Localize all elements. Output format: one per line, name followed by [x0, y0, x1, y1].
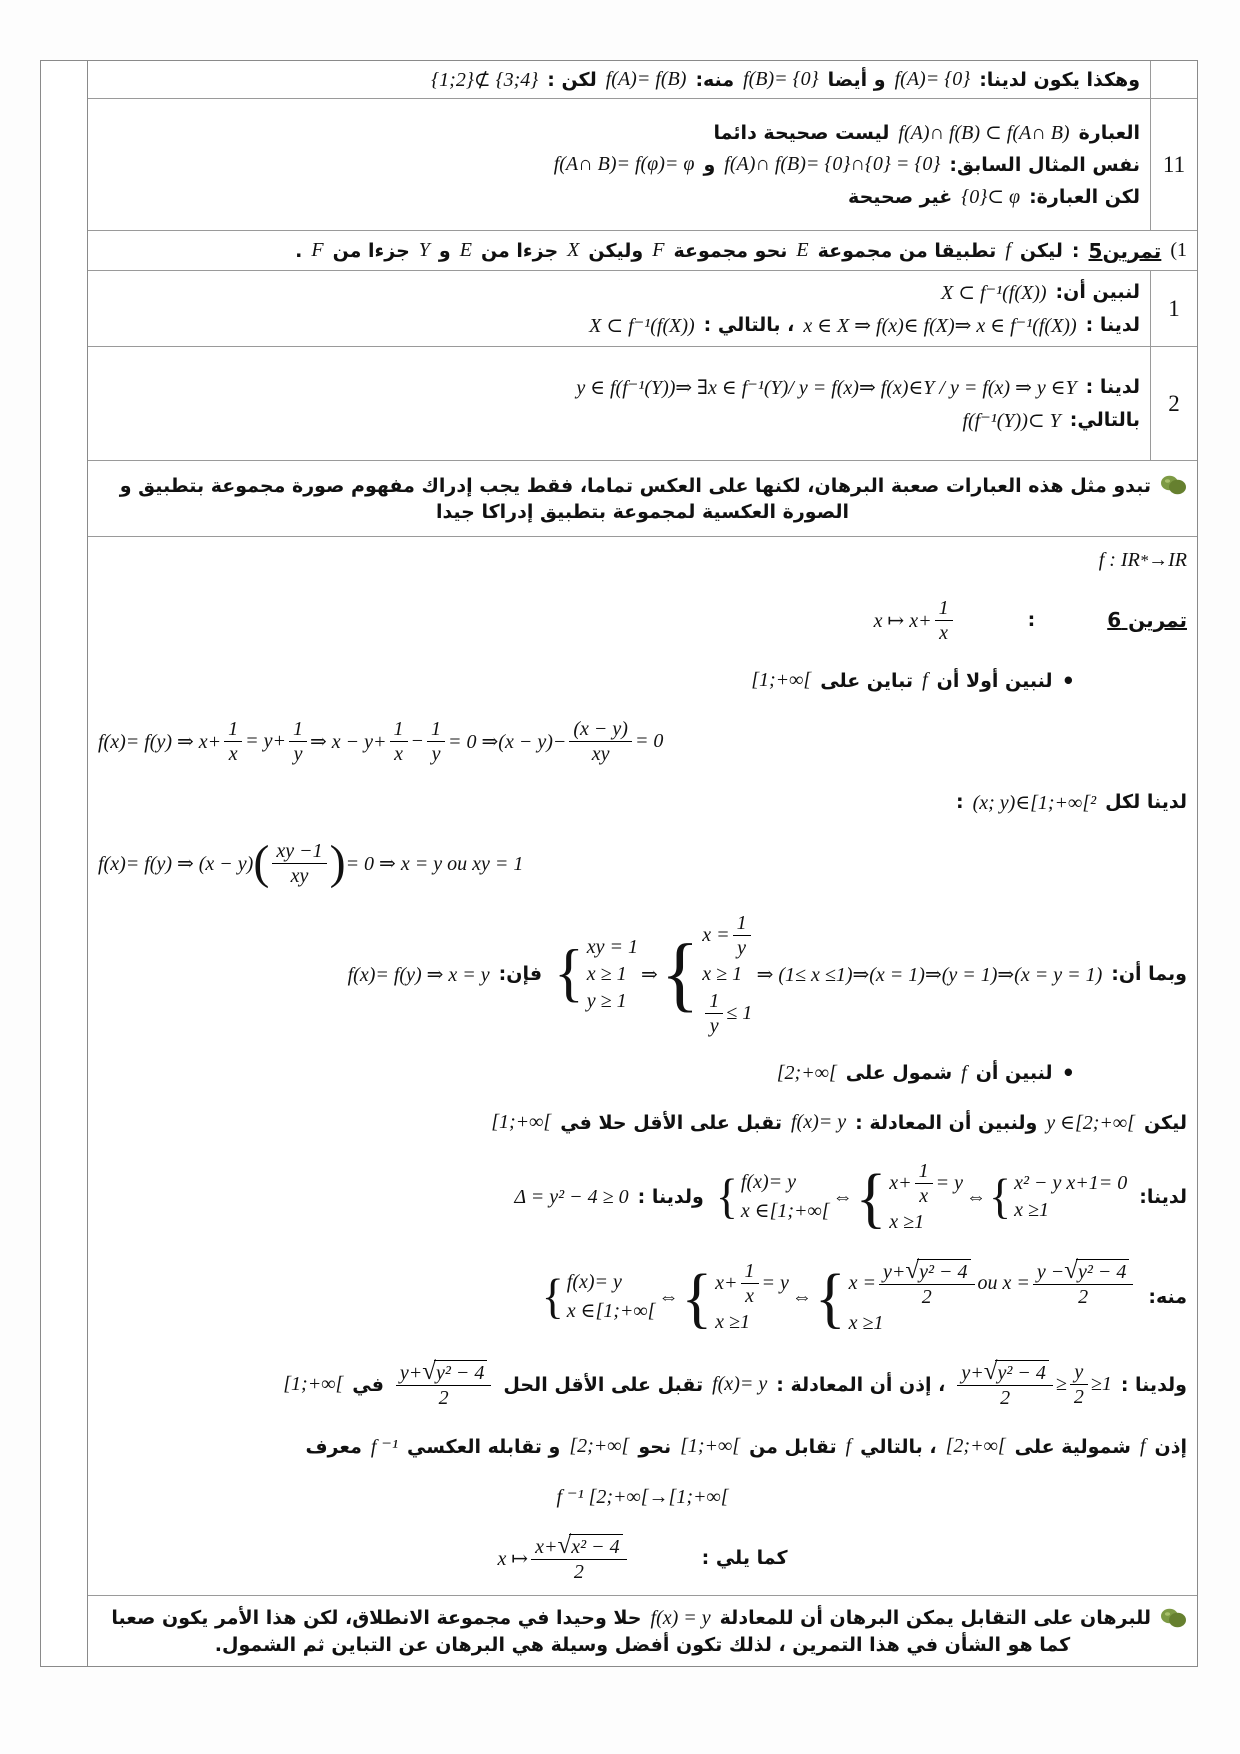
table-row [88, 1596, 1197, 1666]
math-expression: f [961, 1061, 967, 1084]
square-root: √ x² − 4 [558, 1534, 623, 1558]
text-segment: الصورة العكسية لمجموعة بتطبيق إدراكا جيدا [435, 500, 850, 523]
row-content [88, 347, 1150, 460]
math-expression: X [567, 239, 580, 261]
note-icon [1160, 1608, 1187, 1629]
text-segment: : [1027, 609, 1036, 632]
item-number: (1 [1170, 239, 1187, 261]
text-segment: شمولية على [1014, 1435, 1131, 1458]
table-row [88, 347, 1197, 461]
content-line [98, 1259, 1187, 1335]
text-segment: ولدينا : [1120, 1373, 1187, 1396]
math-expression: [2;+∞[ [945, 1435, 1006, 1458]
row-content [88, 231, 1197, 270]
text-segment: و أيضا [827, 68, 886, 91]
table-row [88, 271, 1197, 347]
fraction: y+ √ y² − 4 2 [957, 1360, 1052, 1409]
math-expression: x ↦ x+ √ x² − 4 2 [498, 1534, 630, 1583]
math-expression: f(A∩ B)= f(φ)= φ [553, 153, 695, 175]
content-line [98, 313, 1140, 338]
text-segment: و تقابله العكسي [406, 1435, 561, 1458]
table-row [88, 99, 1197, 231]
square-root: √ y² − 4 [422, 1360, 487, 1384]
row-number: 11 [1150, 99, 1197, 230]
text-segment: نحو [638, 1435, 672, 1458]
text-segment: جزءا من [480, 239, 559, 262]
content-line [98, 280, 1140, 305]
text-segment: تقبل على الأقل حلا في [560, 1111, 782, 1134]
text-segment: لدينا لكل [1105, 791, 1187, 814]
fraction: x+ √ x² − 4 2 [531, 1534, 626, 1583]
text-segment: العبارة [1078, 121, 1140, 144]
content-line [98, 1634, 1187, 1656]
content-line [98, 375, 1140, 400]
math-expression: (x; y)∈[1;+∞[² [972, 791, 1097, 814]
fraction: $\frac{1}{x}$ [741, 1260, 759, 1307]
math-expression: F [652, 239, 665, 261]
text-segment: وليكن [588, 239, 644, 262]
text-segment: و [703, 153, 716, 176]
math-expression: {0}⊂ φ [961, 186, 1021, 208]
math-expression: { f(x)= y x ∈[1;+∞[ ⇔ { x+ $\frac{1}{x}$ = y x ≥1 ⇔ { x² − y x+1= 0 x ≥1 [715, 1159, 1128, 1235]
math-expression: f(x) = y [650, 1606, 711, 1629]
text-segment: لكن العبارة: [1029, 185, 1140, 208]
math-expression: f(x)= f(y) ⇒ x = y [347, 963, 490, 986]
content-line [98, 1110, 1187, 1135]
content-line [98, 1484, 1187, 1509]
math-expression: [2;+∞[ [569, 1435, 630, 1458]
text-segment: تباين على [820, 669, 914, 692]
content-line [98, 549, 1187, 572]
text-segment: وبما أن: [1111, 963, 1187, 986]
content-line [98, 475, 1187, 497]
text-segment: جزءا من [332, 239, 410, 262]
text-segment: ولنبين أن المعادلة : [855, 1111, 1038, 1134]
text-segment: ليست صحيحة دائما [713, 121, 890, 144]
math-expression: { f(x)= y x ∈[1;+∞[ ⇔ { x+ $\frac{1}{x}$ = y x ≥1 ⇔ { x = y+ √ y² − 4 2 ou x = y − √ y² − 4 2 x ≥1 [539, 1259, 1140, 1335]
text-segment: كما هو الشأن في هذا التمرين ، لذلك تكون أفضل وسيلة هي البرهان عن التباين ثم الشمول. [214, 1633, 1071, 1656]
math-expression: X ⊂ f⁻¹(f(X)) [941, 281, 1047, 304]
content-line [98, 1360, 1187, 1409]
content-line [98, 67, 1140, 92]
table-row [88, 461, 1197, 537]
system-of-conditions: { x² − y x+1= 0 x ≥1 [989, 1169, 1128, 1224]
content-line [98, 669, 1187, 693]
math-expression: X ⊂ f⁻¹(f(X)) [589, 314, 695, 337]
content-line [98, 239, 1187, 263]
text-segment: : [955, 791, 964, 814]
text-segment: منه: [1148, 1286, 1187, 1309]
fraction: $\frac{1}{x}$ [915, 1160, 933, 1207]
content-line [98, 1160, 1187, 1234]
row-number: 1 [1150, 271, 1197, 346]
row-content [88, 537, 1197, 1595]
exercise-title: تمرين 6 [1107, 608, 1187, 633]
text-segment: ، بالتالي : [703, 314, 795, 336]
row-content [88, 1596, 1197, 1666]
content-line [98, 184, 1140, 209]
text-segment: فإن: [498, 963, 543, 986]
big-parentheses: ( $\frac{xy -1}{xy}$ ) [253, 836, 346, 890]
math-expression: f(x)= f(y) ⇒ x+ $\frac{1}{x}$ = y+ $\frac{1}{y}$ ⇒ x − y+ $\frac{1}{x}$ − $\frac{1}{y}$ = 0 ⇒(x − y)− $\frac{(x - y)}{xy}$ = 0 [98, 717, 664, 765]
math-expression: [1;+∞[ [491, 1111, 552, 1134]
content-line [98, 912, 1187, 1037]
text-segment: إذن [1154, 1435, 1187, 1458]
math-expression: f(f⁻¹(Y))⊂ Y [962, 409, 1061, 432]
fraction: $\frac{1}{y}$ [427, 718, 445, 765]
text-segment: لدينا : [1085, 376, 1140, 398]
math-expression: x ↦ x+ $\frac{1}{x}$ [874, 597, 956, 644]
fraction: y+ √ y² − 4 2 [396, 1360, 491, 1409]
text-segment: لنبين أن: [1055, 281, 1140, 303]
text-segment: و [438, 239, 451, 262]
math-expression: f ⁻¹ [2;+∞[→[1;+∞[ [556, 1485, 729, 1508]
math-expression: y ∈[2;+∞[ [1046, 1112, 1135, 1135]
text-segment: تبدو مثل هذه العبارات صعبة البرهان، لكنها على العكس تماما، فقط يجب إدراك مفهوم صورة مجموعة بتطبيق و [119, 474, 1151, 497]
text-segment: في [352, 1373, 384, 1396]
math-expression: f(x)= y [712, 1373, 768, 1396]
math-expression: [1;+∞[ [680, 1435, 741, 1458]
solution-table [88, 60, 1198, 1667]
content-line [98, 120, 1140, 145]
content-line [98, 1607, 1187, 1630]
row-content [88, 271, 1150, 346]
row-content [88, 461, 1197, 536]
text-segment: معرف [305, 1435, 362, 1458]
content-line [98, 718, 1187, 765]
math-expression: f(A)∩ f(B) ⊂ f(A∩ B) [898, 122, 1070, 144]
system-of-conditions: { x = y+ √ y² − 4 2 ou x = y − √ y² − 4 2 x ≥1 [815, 1259, 1136, 1335]
text-segment: كما يلي : [701, 1547, 788, 1570]
fraction: y − √ y² − 4 2 [1033, 1259, 1133, 1308]
math-expression: [1;+∞[ [283, 1373, 344, 1396]
content-line [98, 597, 1187, 644]
text-segment: وهكذا يكون لدينا: [979, 68, 1140, 91]
note-icon [1160, 475, 1187, 496]
bullet: • [1061, 1061, 1075, 1086]
row-content [88, 61, 1150, 98]
fraction: $\frac{1}{y}$ [733, 912, 751, 959]
system-of-conditions: { x+ $\frac{1}{x}$ = y x ≥1 [681, 1259, 789, 1335]
math-expression: f(A)∩ f(B)= {0}∩{0} = {0} [724, 153, 941, 175]
text-segment: ، إذن أن المعادلة : [776, 1373, 946, 1396]
row-content [88, 99, 1150, 230]
text-segment: تطبيقا من مجموعة [817, 239, 997, 262]
content-line [98, 1434, 1187, 1459]
math-expression: Δ = y² − 4 ≥ 0 [514, 1185, 629, 1208]
square-root: √ y² − 4 [1064, 1259, 1129, 1283]
content-line [98, 153, 1140, 176]
bullet: • [1061, 668, 1075, 693]
content-line [98, 790, 1187, 815]
math-expression: f(B)= {0} [743, 68, 819, 90]
math-expression: f [922, 669, 928, 692]
text-segment: لنبين أن [975, 1062, 1053, 1085]
table-row [88, 537, 1197, 1596]
content-line [98, 408, 1140, 433]
fraction: $\frac{1}{x}$ [224, 718, 242, 765]
math-expression: E [796, 239, 809, 261]
math-expression: y+ √ y² − 4 2 ≥ $\frac{y}{2}$ ≥1 [954, 1360, 1111, 1409]
table-row [88, 61, 1197, 99]
text-segment: غير صحيحة [848, 185, 953, 208]
content-line [98, 836, 1187, 890]
math-expression: [2;+∞[ [776, 1061, 837, 1084]
fraction: $\frac{1}{y}$ [289, 718, 307, 765]
text-segment: تقبل على الأقل الحل [503, 1373, 704, 1396]
math-expression: [1;+∞[ [751, 669, 812, 692]
exercise-title: تمرين5 [1088, 238, 1162, 263]
system-of-conditions: { f(x)= y x ∈[1;+∞[ [541, 1269, 656, 1324]
math-expression: x ∈ X ⇒ f(x)∈ f(X)⇒ x ∈ f⁻¹(f(X)) [803, 314, 1077, 337]
text-segment: نفس المثال السابق: [949, 153, 1140, 176]
text-segment: : [1071, 239, 1080, 262]
text-segment: ولدينا : [637, 1186, 704, 1209]
math-expression: f ⁻¹ [370, 1436, 398, 1459]
math-expression: f : IR * →IR [1098, 549, 1187, 571]
text-segment: نحو مجموعة [673, 239, 788, 262]
text-segment: . [295, 239, 303, 262]
math-expression: E [459, 239, 472, 261]
math-expression: { xy = 1 x ≥ 1 y ≥ 1 ⇒ { x = $\frac{1}{y}$ x ≥ 1 $\frac{1}{y}$ ≤ 1 ⇒ (1≤ x ≤1)⇒(x = 1)⇒(y = 1)⇒(x = y = 1) [554, 911, 1103, 1037]
text-segment: لكن : [547, 68, 597, 91]
text-segment: لدينا : [1085, 314, 1140, 336]
math-expression: f(A)= {0} [894, 68, 971, 90]
fraction: $\frac{1}{x}$ [390, 718, 408, 765]
text-segment: لدينا: [1139, 1186, 1187, 1209]
text-segment: حلا وحيدا في مجموعة الانطلاق، لكن هذا الأمر يكون صعبا [111, 1607, 642, 1629]
text-segment: ، بالتالي [860, 1435, 937, 1458]
table-row [88, 231, 1197, 271]
math-expression: f(x)= y [791, 1111, 847, 1134]
system-of-conditions: { xy = 1 x ≥ 1 y ≥ 1 [554, 935, 639, 1012]
math-expression: f [1139, 1435, 1146, 1458]
fraction: $\frac{1}{x}$ [935, 597, 953, 644]
math-expression: f(x)= f(y) ⇒ (x − y) ( $\frac{xy -1}{xy}$ ) = 0 ⇒ x = y ou xy = 1 [98, 836, 524, 890]
math-expression [393, 1360, 494, 1409]
math-expression: {1;2}⊄ {3;4} [431, 69, 539, 91]
math-expression: f [1005, 239, 1011, 261]
row-number: 2 [1150, 347, 1197, 460]
text-segment: للبرهان على التقابل يمكن البرهان أن للمعادلة [719, 1607, 1151, 1629]
system-of-conditions: { f(x)= y x ∈[1;+∞[ [715, 1169, 830, 1224]
content-line [98, 1061, 1187, 1085]
system-of-conditions: { x+ $\frac{1}{x}$ = y x ≥1 [855, 1159, 964, 1235]
text-segment: تقابل من [749, 1435, 837, 1458]
row-number [1150, 61, 1197, 98]
system-of-conditions: { x = $\frac{1}{y}$ x ≥ 1 $\frac{1}{y}$ ≤ 1 [660, 911, 753, 1037]
fraction: $\frac{1}{y}$ [705, 990, 723, 1037]
content-line [98, 1531, 1187, 1583]
text-segment: ليكن [1019, 239, 1063, 262]
fraction: $\frac{(x - y)}{xy}$ [569, 718, 632, 765]
math-expression: y ∈ f(f⁻¹(Y))⇒ ∃x ∈ f⁻¹(Y)/ y = f(x)⇒ f(x)∈Y / y = f(x) ⇒ y ∈Y [576, 376, 1077, 399]
fraction: $\frac{y}{2}$ [1070, 1361, 1088, 1408]
text-segment: شمول على [845, 1062, 953, 1085]
text-segment: ليكن [1143, 1111, 1187, 1134]
math-expression: Y [418, 239, 430, 261]
margin-column [40, 60, 88, 1667]
content-line [98, 501, 1187, 523]
math-expression: f(A)= f(B) [605, 68, 687, 90]
text-segment: منه: [695, 68, 735, 91]
fraction: $\frac{xy -1}{xy}$ [272, 840, 326, 887]
math-expression: F [311, 239, 324, 261]
square-root: √ y² − 4 [905, 1259, 970, 1283]
square-root: √ y² − 4 [984, 1360, 1049, 1384]
math-expression: f [845, 1435, 852, 1458]
fraction: y+ √ y² − 4 2 [879, 1259, 974, 1308]
text-segment: بالتالي: [1069, 409, 1140, 431]
text-segment: لنبين أولا أن [936, 669, 1053, 692]
